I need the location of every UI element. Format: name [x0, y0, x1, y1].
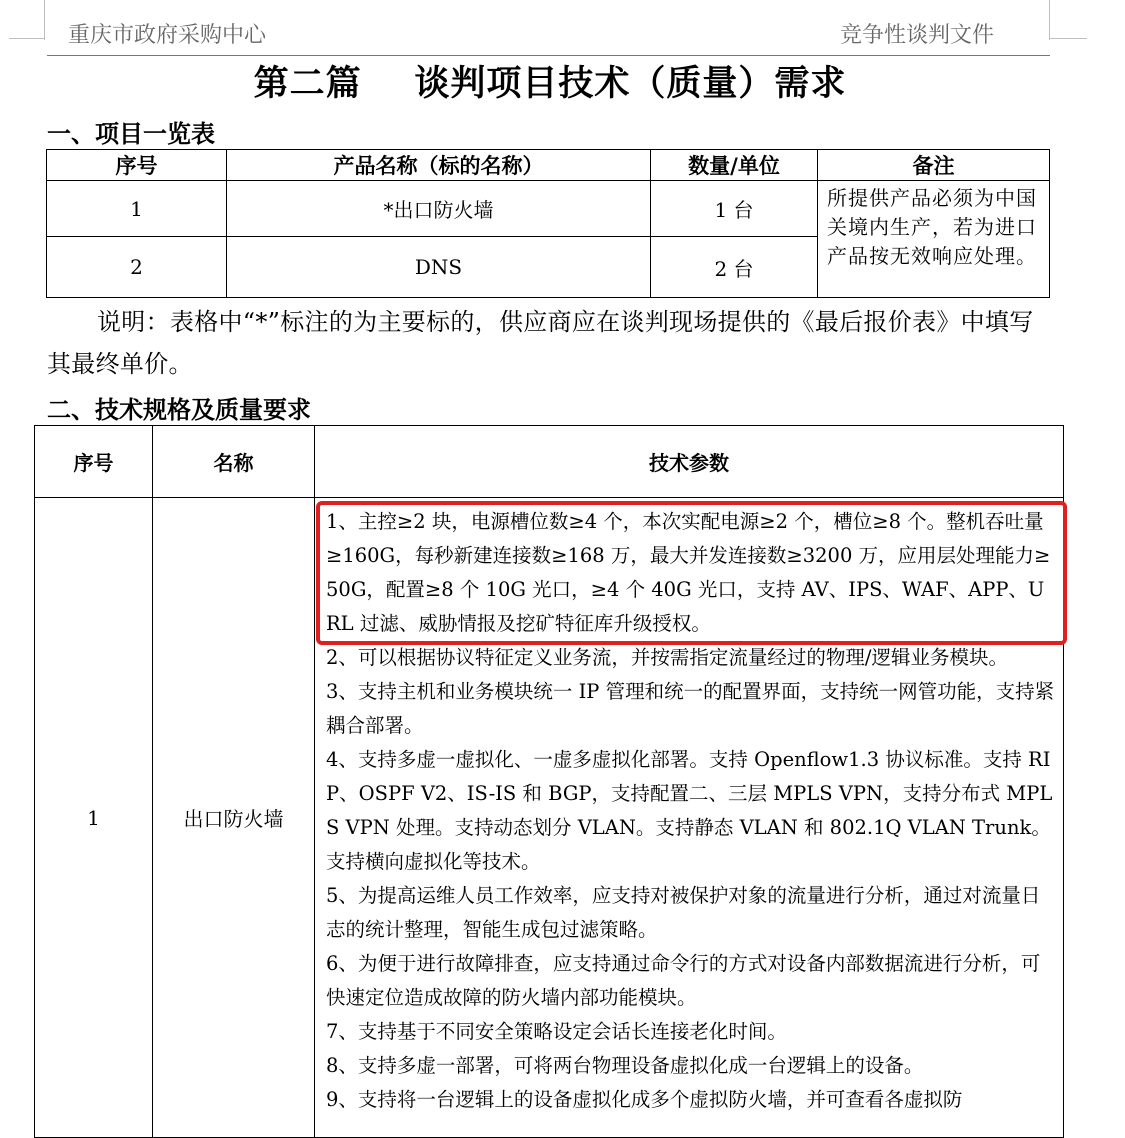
table-row — [47, 181, 1050, 237]
param-item: 7、支持基于不同安全策略设定会话长连接老化时间。 — [326, 1020, 787, 1043]
col-header-note: 备注 — [818, 150, 1050, 181]
cell-no: 1 — [35, 498, 153, 1138]
crop-mark-left-h — [9, 38, 45, 39]
section1-heading: 一、项目一览表 — [47, 119, 215, 148]
col-header-params: 技术参数 — [315, 426, 1064, 498]
param-item: 3、支持主机和业务模块统一 IP 管理和统一的配置界面，支持统一网管功能，支持紧耦合部署。 — [326, 680, 1055, 737]
table-header-row — [35, 426, 1064, 498]
explanation-paragraph — [47, 301, 1052, 385]
cell-note: 所提供产品必须为中国关境内生产，若为进口产品按无效响应处理。 — [818, 181, 1050, 298]
crop-mark-right-v — [1049, 0, 1050, 40]
col-header-no: 序号 — [35, 426, 153, 498]
param-item-highlighted: 1、主控≥2 块，电源槽位数≥4 个，本次实配电源≥2 个，槽位≥8 个。整机吞吐量≥160G，每秒新建连接数≥168 万，最大并发连接数≥3200 万，应用层处理能力≥50G，配置≥8 个 10G 光口，≥4 个 40G 光口，支持 AV、IPS、WAF、APP、URL 过滤、威胁情报及挖矿特征库升级授权。 — [320, 505, 1063, 641]
col-header-no: 序号 — [47, 150, 227, 181]
header-org: 重庆市政府采购中心 — [68, 23, 267, 48]
crop-mark-right-h — [1049, 38, 1087, 39]
header-doc-type: 竞争性谈判文件 — [840, 23, 995, 48]
crop-mark-left-v — [44, 0, 45, 40]
explanation-text: 说明：表格中“*”标注的为主要标的，供应商应在谈判现场提供的《最后报价表》中填写其最终单价。 — [47, 308, 1034, 378]
col-header-qty: 数量/单位 — [651, 150, 818, 181]
cell-product: *出口防火墙 — [227, 181, 651, 237]
param-item: 9、支持将一台逻辑上的设备虚拟化成多个虚拟防火墙，并可查看各虚拟防 — [326, 1088, 963, 1111]
cell-qty: 1 台 — [651, 181, 818, 237]
param-item: 5、为提高运维人员工作效率，应支持对被保护对象的流量进行分析，通过对流量日志的统计整理，智能生成包过滤策略。 — [326, 884, 1041, 941]
cell-qty: 2 台 — [651, 237, 818, 298]
cell-product: DNS — [227, 237, 651, 298]
table-row — [35, 498, 1064, 1138]
cell-no: 2 — [47, 237, 227, 298]
section2-heading: 二、技术规格及质量要求 — [47, 395, 311, 424]
project-list-table — [46, 149, 1050, 298]
cell-params — [315, 498, 1064, 1138]
param-item: 2、可以根据协议特征定义业务流，并按需指定流量经过的物理/逻辑业务模块。 — [326, 646, 1008, 669]
param-item: 8、支持多虚一部署，可将两台物理设备虚拟化成一台逻辑上的设备。 — [326, 1054, 924, 1077]
col-header-product: 产品名称（标的名称） — [227, 150, 651, 181]
cell-no: 1 — [47, 181, 227, 237]
param-item: 6、为便于进行故障排查，应支持通过命令行的方式对设备内部数据流进行分析，可快速定位造成故障的防火墙内部功能模块。 — [326, 952, 1041, 1009]
tech-spec-table — [34, 425, 1064, 1138]
param-item: 4、支持多虚一虚拟化、一虚多虚拟化部署。支持 Openflow1.3 协议标准。支持 RIP、OSPF V2、IS-IS 和 BGP，支持配置二、三层 MPLS VPN，支持分布式 MPLS VPN 处理。支持动态划分 VLAN。支持静态 VLAN 和 802.1Q VLAN Trunk。支持横向虚拟化等技术。 — [326, 748, 1053, 873]
page-title: 第二篇 谈判项目技术（质量）需求 — [253, 63, 847, 104]
col-header-name: 名称 — [153, 426, 315, 498]
table-header-row — [47, 150, 1050, 181]
cell-name: 出口防火墙 — [153, 498, 315, 1138]
